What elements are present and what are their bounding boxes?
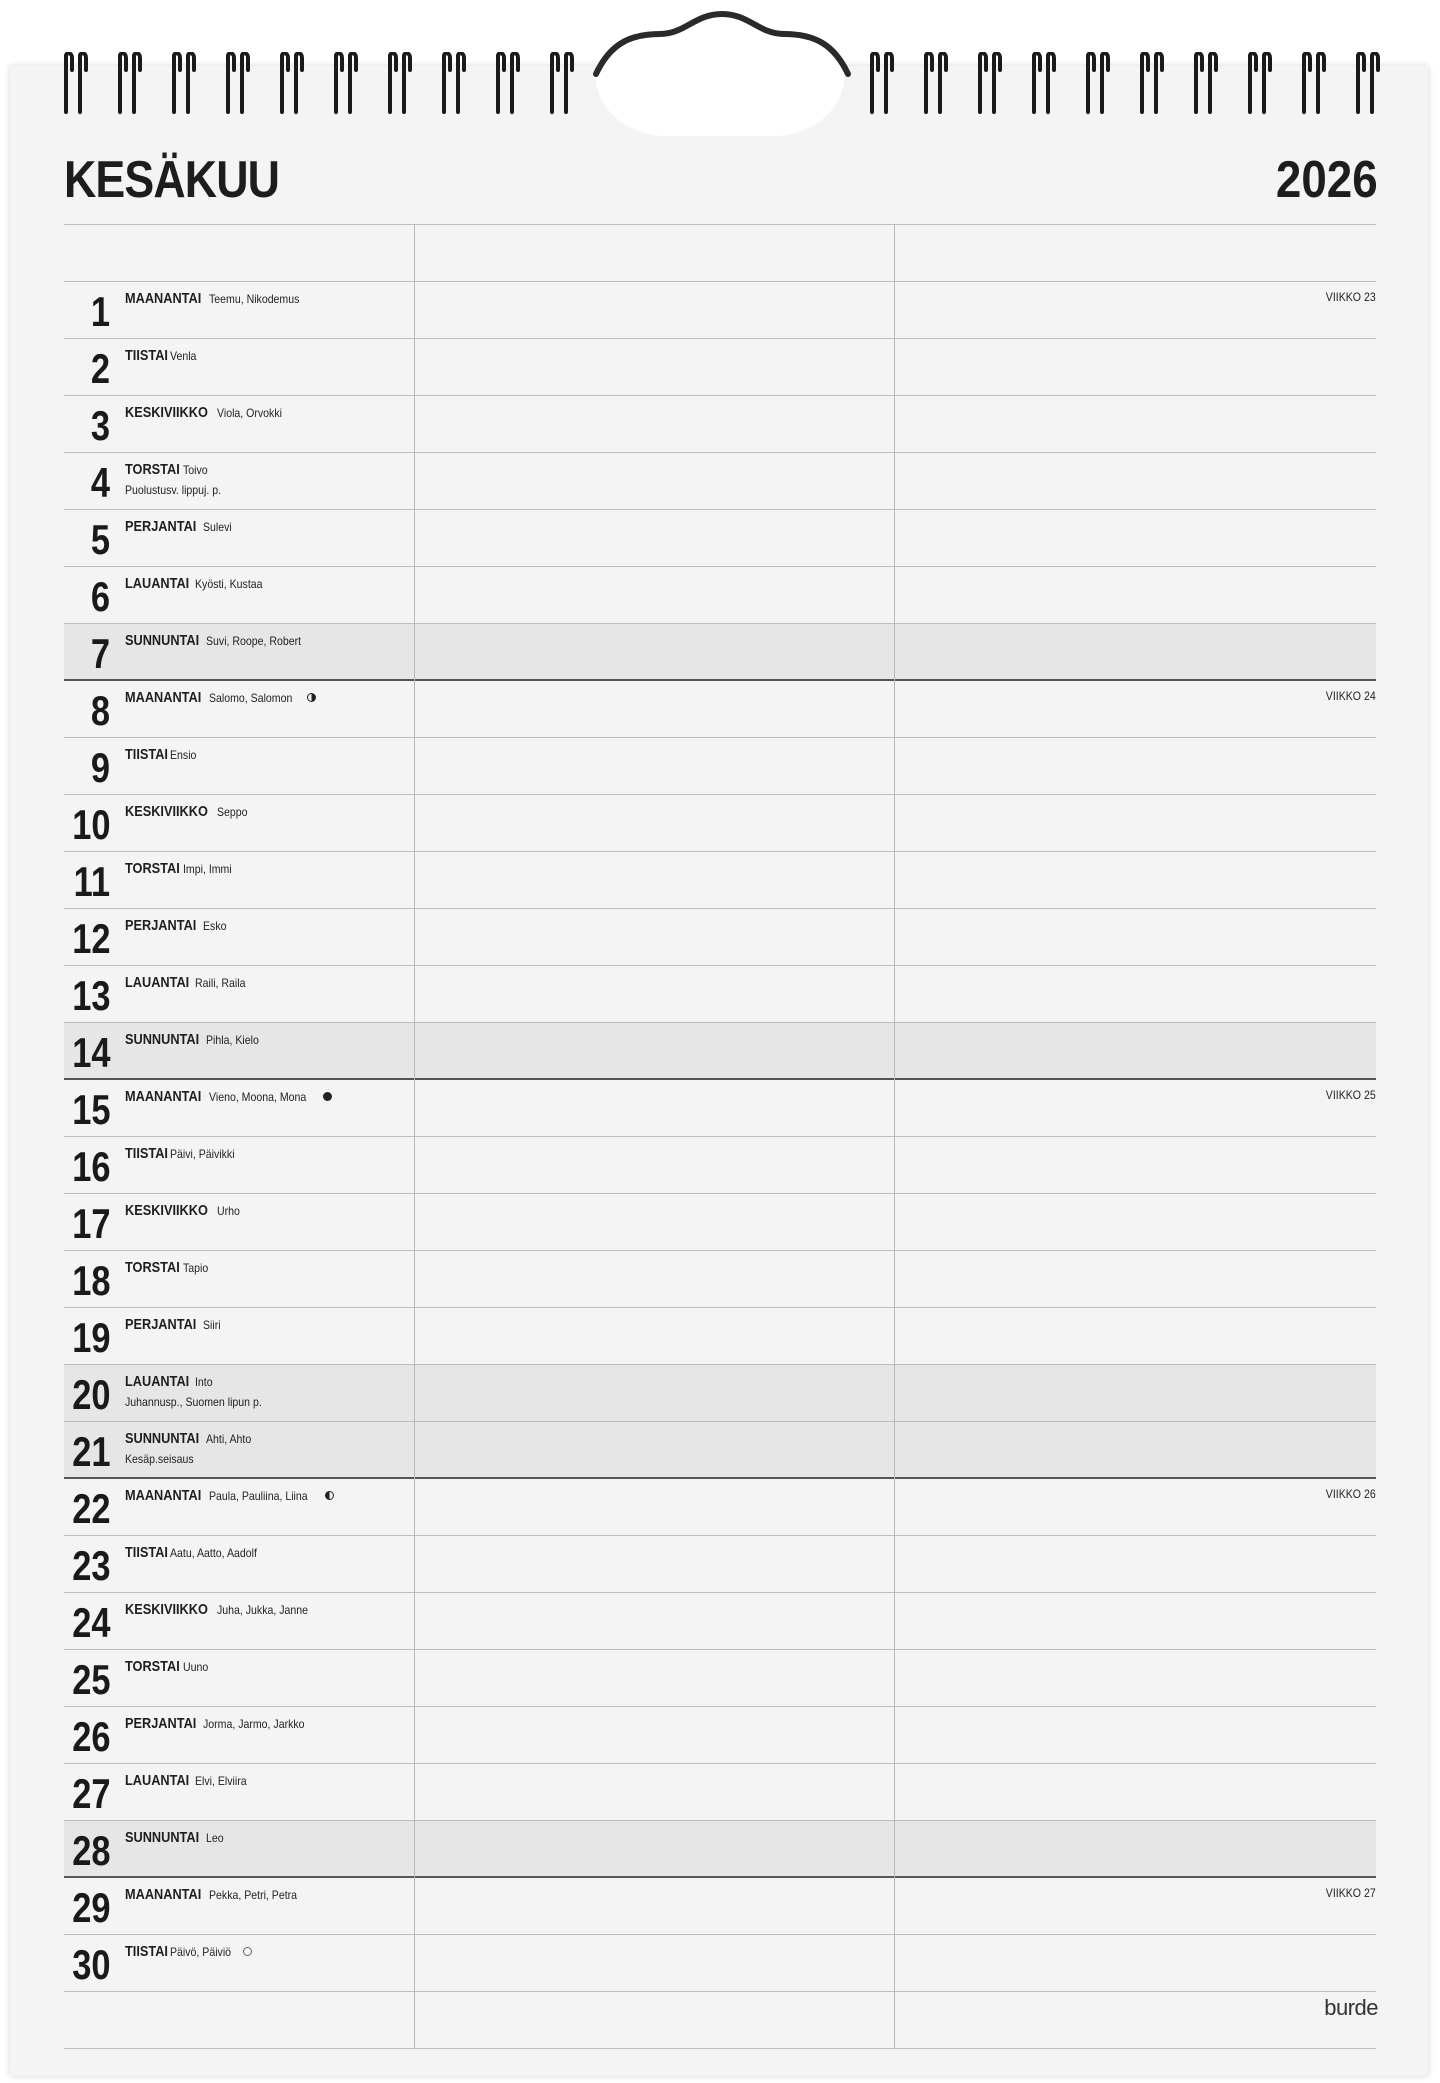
day-info [125,860,239,877]
day-info [125,917,230,934]
day-row [64,1536,1376,1593]
weekday-name: MAANANTAI [125,1886,202,1903]
day-row [64,510,1376,567]
day-rows [64,282,1376,1992]
name-day-names: Sulevi [202,520,232,534]
day-row [64,1821,1376,1878]
binding-coil-icon [434,52,488,118]
calendar-grid [64,224,1376,2049]
day-number: 29 [72,1884,111,1931]
day-info [125,1601,320,1618]
day-number: 14 [72,1029,111,1076]
name-day-names: Pekka, Petri, Petra [208,1888,297,1902]
day-number: 20 [72,1371,111,1418]
day-row [64,339,1376,396]
name-day-names: Seppo [216,805,248,819]
name-day-names: Päivö, Päiviö [169,1945,231,1959]
weekday-name: MAANANTAI [125,290,202,307]
day-number: 23 [72,1542,111,1589]
day-number: 9 [90,744,110,791]
hanger-wire-icon [590,4,854,88]
binding-coil-icon [272,52,326,118]
binding-coil-icon [1078,52,1132,118]
day-info [125,575,271,592]
day-number: 30 [72,1941,111,1988]
day-number: 24 [72,1599,111,1646]
weekday-name: TORSTAI [125,461,180,478]
day-info [125,746,200,763]
name-day-names: Esko [202,919,227,933]
day-number: 4 [90,459,110,506]
day-number: 13 [72,972,111,1019]
binding-coil-icon [1240,52,1294,118]
binding-coil-icon [862,52,916,118]
name-day-names: Venla [169,349,196,363]
binding-coil-icon [380,52,434,118]
name-day-names: Viola, Orvokki [216,406,282,420]
weekday-name: TIISTAI [125,1544,168,1561]
weekday-name: TIISTAI [125,1145,168,1162]
day-row [64,681,1376,738]
day-info [125,974,252,991]
day-number: 12 [72,915,111,962]
binding-coil-icon [218,52,272,118]
binding-coil-icon [164,52,218,118]
day-info [125,347,200,364]
day-row [64,1137,1376,1194]
weekday-name: SUNNUNTAI [125,1031,200,1048]
day-row [64,1422,1376,1479]
year-title: 2026 [1276,151,1378,209]
moon-phase-new-icon [243,1947,252,1956]
day-row [64,1764,1376,1821]
name-day-names: Salomo, Salomon [208,691,293,705]
day-number: 6 [90,573,110,620]
day-row [64,453,1376,510]
holiday-note: Puolustusv. lippuj. p. [125,483,222,497]
name-day-names: Ahti, Ahto [206,1432,252,1446]
name-day-names: Elvi, Elviira [194,1774,247,1788]
day-number: 11 [73,858,110,905]
binding-coil-icon [110,52,164,118]
name-day-names: Ensio [169,748,196,762]
day-row [64,567,1376,624]
weekday-name: PERJANTAI [125,1316,197,1333]
month-title: KESÄKUU [64,151,280,209]
day-row [64,738,1376,795]
day-number: 27 [72,1770,111,1817]
name-day-names: Teemu, Nikodemus [208,292,300,306]
binding-coil-icon [542,52,596,118]
day-info [125,1202,243,1219]
name-day-names: Kyösti, Kustaa [194,577,263,591]
name-day-names: Leo [206,1831,224,1845]
name-day-names: Into [194,1375,213,1389]
day-number: 25 [72,1656,111,1703]
name-day-names: Aatu, Aatto, Aadolf [169,1546,257,1560]
day-info [125,689,316,706]
day-info [125,290,311,307]
name-day-names: Pihla, Kielo [206,1033,260,1047]
day-number: 7 [90,630,110,677]
day-number: 19 [72,1314,111,1361]
footer-blank-row [64,1992,1376,2049]
week-number: VIIKKO 23 [1326,290,1376,304]
day-row [64,1593,1376,1650]
binding-coils-left [56,52,596,118]
weekday-name: LAUANTAI [125,974,190,991]
brand-logo: burde [1324,1995,1378,2020]
day-info [125,803,251,820]
moon-phase-first-icon [307,693,316,702]
day-row [64,1878,1376,1935]
day-number: 22 [72,1485,111,1532]
weekday-name: TORSTAI [125,860,180,877]
name-day-names: Impi, Immi [183,862,233,876]
binding-coil-icon [488,52,542,118]
day-row [64,396,1376,453]
day-number: 21 [72,1428,111,1475]
day-row [64,1308,1376,1365]
day-info [125,1316,223,1333]
week-number: VIIKKO 27 [1326,1886,1376,1900]
binding-coil-icon [326,52,380,118]
binding-coil-icon [56,52,110,118]
binding-coil-icon [916,52,970,118]
name-day-names: Raili, Raila [194,976,246,990]
day-info [125,404,290,421]
weekday-name: TORSTAI [125,1658,180,1675]
name-day-names: Urho [216,1204,240,1218]
column-divider-1 [414,224,415,2049]
weekday-name: TIISTAI [125,746,168,763]
moon-phase-full-icon [323,1092,332,1101]
day-number: 18 [72,1257,111,1304]
day-row [64,795,1376,852]
moon-phase-last-icon [325,1491,334,1500]
day-info [125,1373,280,1410]
day-number: 2 [90,345,110,392]
name-day-names: Toivo [183,463,209,477]
day-number: 15 [72,1086,111,1133]
name-day-names: Uuno [183,1660,209,1674]
day-row [64,282,1376,339]
day-number: 1 [90,288,110,335]
name-day-names: Paula, Pauliina, Liina [208,1489,308,1503]
binding-coil-icon [1294,52,1348,118]
day-number: 8 [90,687,110,734]
day-info [125,1829,226,1846]
binding-coil-icon [1024,52,1078,118]
day-row [64,1080,1376,1137]
day-number: 16 [72,1143,111,1190]
column-divider-2 [894,224,895,2049]
weekday-name: LAUANTAI [125,575,190,592]
weekday-name: TIISTAI [125,1943,168,1960]
binding-coil-icon [970,52,1024,118]
binding-coil-icon [1132,52,1186,118]
name-day-names: Päivi, Päivikki [169,1147,235,1161]
weekday-name: LAUANTAI [125,1772,190,1789]
name-day-names: Vieno, Moona, Mona [208,1090,306,1104]
day-info [125,1658,212,1675]
name-day-names: Juha, Jukka, Janne [216,1603,308,1617]
day-row [64,1707,1376,1764]
weekday-name: MAANANTAI [125,1088,202,1105]
weekday-name: PERJANTAI [125,518,197,535]
day-number: 28 [72,1827,111,1874]
day-row [64,1251,1376,1308]
day-info [125,1715,318,1732]
day-number: 3 [90,402,110,449]
binding-coil-icon [1186,52,1240,118]
day-info [125,1544,268,1561]
binding-coil-icon [1348,52,1402,118]
day-info [125,1487,334,1504]
name-day-names: Siiri [202,1318,221,1332]
day-row [64,1194,1376,1251]
day-info [125,1772,253,1789]
weekday-name: KESKIVIIKKO [125,1601,208,1618]
day-row [64,1479,1376,1536]
week-number: VIIKKO 26 [1326,1487,1376,1501]
binding-coils-right [862,52,1402,118]
weekday-name: MAANANTAI [125,689,202,706]
day-row [64,852,1376,909]
day-info [125,1886,309,1903]
weekday-name: TIISTAI [125,347,168,364]
weekday-name: SUNNUNTAI [125,632,200,649]
day-row [64,1650,1376,1707]
weekday-name: PERJANTAI [125,917,197,934]
day-number: 5 [90,516,110,563]
day-row [64,1365,1376,1422]
day-row [64,966,1376,1023]
day-info [125,1031,266,1048]
holiday-note: Kesäp.seisaus [125,1452,194,1466]
day-info [125,461,234,498]
weekday-name: KESKIVIIKKO [125,404,208,421]
day-number: 10 [72,801,111,848]
week-number: VIIKKO 24 [1326,689,1376,703]
day-info [125,1430,258,1467]
weekday-name: MAANANTAI [125,1487,202,1504]
name-day-names: Suvi, Roope, Robert [206,634,302,648]
weekday-name: KESKIVIIKKO [125,803,208,820]
day-info [125,518,236,535]
week-number: VIIKKO 25 [1326,1088,1376,1102]
weekday-name: KESKIVIIKKO [125,1202,208,1219]
day-info [125,1145,243,1162]
holiday-note: Juhannusp., Suomen lipun p. [125,1395,262,1409]
header-blank-row [64,224,1376,282]
weekday-name: SUNNUNTAI [125,1430,200,1447]
day-info [125,1088,332,1105]
day-info [125,1259,212,1276]
day-row [64,624,1376,681]
weekday-name: TORSTAI [125,1259,180,1276]
day-info [125,632,314,649]
day-row [64,1935,1376,1992]
day-number: 17 [72,1200,111,1247]
weekday-name: LAUANTAI [125,1373,190,1390]
day-row [64,1023,1376,1080]
weekday-name: PERJANTAI [125,1715,197,1732]
name-day-names: Jorma, Jarmo, Jarkko [202,1717,305,1731]
weekday-name: SUNNUNTAI [125,1829,200,1846]
day-number: 26 [72,1713,111,1760]
name-day-names: Tapio [183,1261,209,1275]
day-row [64,909,1376,966]
day-info [125,1943,252,1960]
